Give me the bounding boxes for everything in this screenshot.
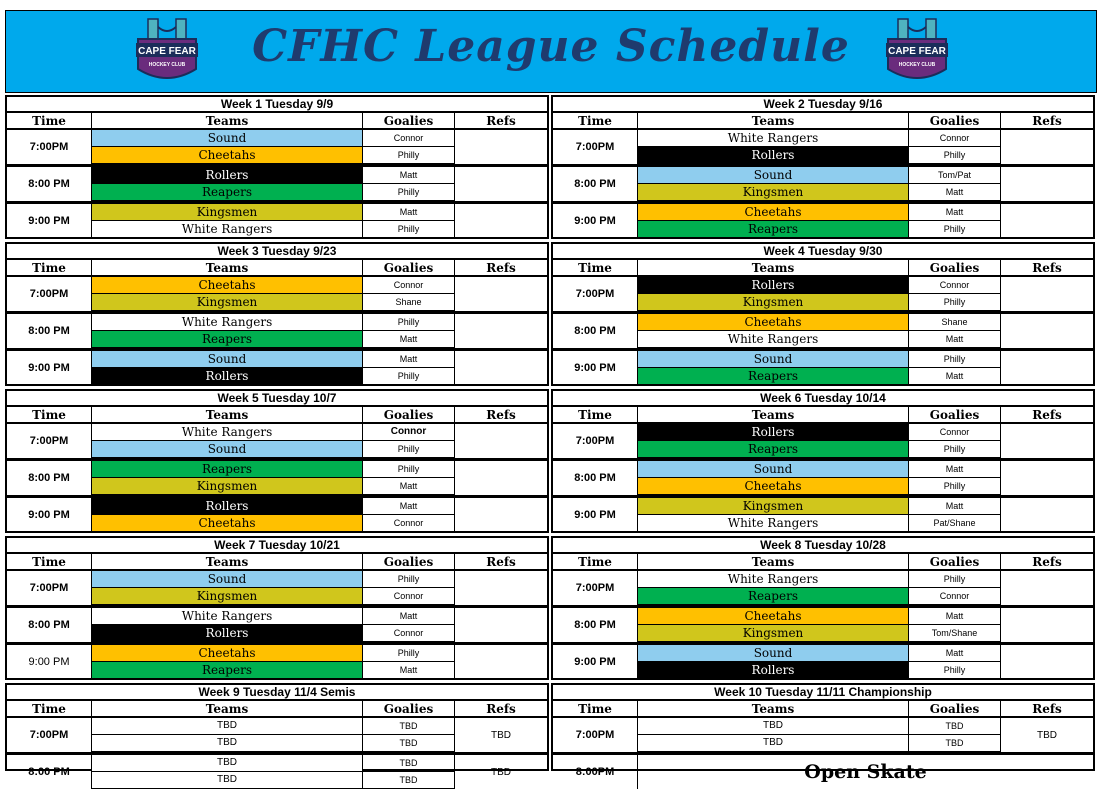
slot-time: 9:00 PM [7,498,92,532]
col-header-refs: Refs [455,113,547,130]
ref-cell [455,645,547,679]
slot-time: 7:00PM [7,277,92,311]
team-cell: Kingsmen [92,294,363,311]
col-header-goalies: Goalies [909,554,1001,571]
col-header-teams: Teams [92,260,363,277]
goalie-cell: Matt [363,662,455,679]
slot-time: 7:00PM [7,718,92,752]
ref-cell [455,204,547,238]
team-cell: White Rangers [638,515,909,532]
team-cell: TBD [92,718,363,735]
goalie-cell: Philly [909,662,1001,679]
col-header-refs: Refs [1001,260,1093,277]
ref-cell [1001,571,1093,605]
svg-text:HOCKEY CLUB: HOCKEY CLUB [148,62,186,68]
team-cell: Kingsmen [92,478,363,495]
goalie-cell: Philly [909,571,1001,588]
ref-cell [1001,645,1093,679]
col-header-time: Time [7,701,92,718]
slot-time: 9:00 PM [553,645,638,679]
goalie-cell: Matt [363,167,455,184]
col-header-time: Time [7,260,92,277]
goalie-cell: Connor [363,130,455,147]
team-cell: White Rangers [638,130,909,147]
week-title: Week 2 Tuesday 9/16 [553,97,1093,113]
team-cell: Rollers [92,368,363,385]
ref-cell [455,424,547,458]
team-cell: Rollers [92,167,363,184]
week-block [551,242,1095,386]
goalie-cell: Philly [363,571,455,588]
col-header-teams: Teams [638,554,909,571]
team-cell: Kingsmen [638,498,909,515]
team-cell: White Rangers [638,331,909,348]
col-header-goalies: Goalies [363,701,455,718]
team-cell: White Rangers [92,608,363,625]
week-block [551,536,1095,680]
slot-time: 7:00PM [553,571,638,605]
goalie-cell: Philly [363,221,455,238]
svg-text:CAPE FEAR: CAPE FEAR [138,46,196,57]
week-block [551,95,1095,239]
col-header-teams: Teams [92,554,363,571]
slot-time: 7:00PM [7,424,92,458]
ref-cell [455,130,547,164]
goalie-cell: TBD [363,772,455,789]
goalie-cell: Matt [909,184,1001,201]
team-cell: Reapers [638,221,909,238]
col-header-goalies: Goalies [909,113,1001,130]
goalie-cell: Matt [909,645,1001,662]
ref-cell [1001,277,1093,311]
team-cell: Rollers [92,498,363,515]
ref-cell [1001,351,1093,385]
team-cell: Rollers [638,147,909,164]
goalie-cell: Connor [909,588,1001,605]
slot-time: 8:00PM [553,755,638,789]
week-title: Week 8 Tuesday 10/28 [553,538,1093,554]
ref-cell [455,314,547,348]
col-header-time: Time [7,113,92,130]
team-cell: Sound [92,571,363,588]
col-header-time: Time [553,407,638,424]
goalie-cell: Connor [909,277,1001,294]
page-title: CFHC League Schedule [252,21,850,72]
ref-cell [1001,314,1093,348]
slot-time: 8:00 PM [553,314,638,348]
goalie-cell: TBD [363,735,455,752]
slot-time: 8:00 PM [7,461,92,495]
col-header-goalies: Goalies [363,407,455,424]
week-block [5,95,549,239]
goalie-cell: Matt [909,331,1001,348]
team-cell: Rollers [638,277,909,294]
col-header-goalies: Goalies [909,407,1001,424]
ref-cell [455,461,547,495]
col-header-teams: Teams [92,113,363,130]
goalie-cell: Philly [909,441,1001,458]
svg-text:CAPE FEAR: CAPE FEAR [888,46,946,57]
goalie-cell: Matt [909,608,1001,625]
week-block [5,683,549,785]
slot-time: 9:00 PM [7,645,92,679]
team-cell: White Rangers [92,424,363,441]
ref-cell [1001,461,1093,495]
schedule-header [5,10,1097,93]
goalie-cell: Matt [909,498,1001,515]
team-cell: TBD [92,755,363,772]
col-header-time: Time [7,554,92,571]
team-cell: Kingsmen [638,625,909,642]
col-header-goalies: Goalies [363,554,455,571]
week-block [5,536,549,680]
week-block [5,242,549,386]
goalie-cell: Matt [363,498,455,515]
col-header-time: Time [7,407,92,424]
goalie-cell: Philly [363,147,455,164]
week-title: Week 1 Tuesday 9/9 [7,97,547,113]
col-header-time: Time [553,554,638,571]
goalie-cell: Matt [363,351,455,368]
slot-time: 7:00PM [553,424,638,458]
col-header-time: Time [553,113,638,130]
col-header-teams: Teams [92,701,363,718]
goalie-cell: Philly [909,351,1001,368]
ref-cell [455,498,547,532]
team-cell: Cheetahs [92,277,363,294]
team-cell: White Rangers [638,571,909,588]
team-cell: TBD [92,735,363,752]
team-cell: White Rangers [92,221,363,238]
col-header-time: Time [553,701,638,718]
col-header-teams: Teams [92,407,363,424]
team-cell: Sound [638,167,909,184]
goalie-cell: Philly [909,221,1001,238]
goalie-cell: Philly [363,314,455,331]
slot-time: 8:00 PM [553,167,638,201]
cape-fear-hockey-club-logo [884,17,950,89]
week-title: Week 4 Tuesday 9/30 [553,244,1093,260]
col-header-refs: Refs [455,260,547,277]
col-header-goalies: Goalies [909,260,1001,277]
team-cell: Reapers [92,662,363,679]
col-header-teams: Teams [638,407,909,424]
team-cell: Reapers [92,461,363,478]
ref-cell [1001,167,1093,201]
goalie-cell: Philly [363,368,455,385]
col-header-refs: Refs [455,554,547,571]
team-cell: Cheetahs [92,515,363,532]
col-header-refs: Refs [1001,407,1093,424]
ref-cell [1001,130,1093,164]
slot-time: 9:00 PM [553,204,638,238]
ref-cell [455,277,547,311]
goalie-cell: Matt [363,478,455,495]
goalie-cell: Tom/Shane [909,625,1001,642]
team-cell: Cheetahs [638,478,909,495]
col-header-refs: Refs [1001,554,1093,571]
slot-time: 9:00 PM [553,498,638,532]
team-cell: Sound [92,441,363,458]
col-header-teams: Teams [638,701,909,718]
ref-cell [1001,498,1093,532]
goalie-cell: Shane [363,294,455,311]
ref-cell: TBD [491,729,511,741]
team-cell: Sound [638,461,909,478]
team-cell: Reapers [92,331,363,348]
slot-time: 7:00PM [553,277,638,311]
goalie-cell: Connor [363,588,455,605]
slot-time: 8:00 PM [553,461,638,495]
goalie-cell: Pat/Shane [909,515,1001,532]
week-title: Week 3 Tuesday 9/23 [7,244,547,260]
goalie-cell: TBD [909,718,1001,735]
team-cell: Rollers [92,625,363,642]
ref-cell [1001,424,1093,458]
team-cell: Kingsmen [638,184,909,201]
team-cell: Kingsmen [92,204,363,221]
slot-time: 8:00 PM [7,314,92,348]
goalie-cell: TBD [363,755,455,772]
team-cell: Sound [638,645,909,662]
team-cell: TBD [92,772,363,789]
week-title: Week 9 Tuesday 11/4 Semis [7,685,547,701]
col-header-goalies: Goalies [363,260,455,277]
team-cell: Sound [638,351,909,368]
team-cell: Rollers [638,662,909,679]
slot-time: 9:00 PM [553,351,638,385]
team-cell: Kingsmen [638,294,909,311]
ref-cell [455,571,547,605]
team-cell: Sound [92,130,363,147]
team-cell: Reapers [638,441,909,458]
week-title: Week 7 Tuesday 10/21 [7,538,547,554]
week-title: Week 5 Tuesday 10/7 [7,391,547,407]
ref-cell [455,608,547,642]
goalie-cell: TBD [909,735,1001,752]
col-header-teams: Teams [638,260,909,277]
slot-time: 7:00PM [553,130,638,164]
team-cell: Cheetahs [92,147,363,164]
ref-cell [1001,204,1093,238]
team-cell: Kingsmen [92,588,363,605]
goalie-cell: Matt [363,331,455,348]
week-title: Week 6 Tuesday 10/14 [553,391,1093,407]
week-block [551,389,1095,533]
team-cell: TBD [638,718,909,735]
goalie-cell: Philly [909,294,1001,311]
goalie-cell: Connor [363,515,455,532]
team-cell: Cheetahs [638,608,909,625]
goalie-cell: Tom/Pat [909,167,1001,184]
team-cell: Rollers [638,424,909,441]
goalie-cell: Connor [363,625,455,642]
open-skate-label: Open Skate [804,761,927,783]
goalie-cell: Matt [909,204,1001,221]
svg-text:HOCKEY CLUB: HOCKEY CLUB [898,62,936,68]
goalie-cell: Connor [363,424,455,441]
goalie-cell: Connor [363,277,455,294]
slot-time: 9:00 PM [7,204,92,238]
ref-cell: TBD [1037,729,1057,741]
slot-time: 8:00 PM [7,755,92,789]
ref-cell [455,167,547,201]
goalie-cell: Philly [363,184,455,201]
goalie-cell: Matt [363,608,455,625]
goalie-cell: Philly [363,645,455,662]
col-header-refs: Refs [455,701,547,718]
slot-time: 7:00PM [553,718,638,752]
team-cell: TBD [638,735,909,752]
col-header-time: Time [553,260,638,277]
slot-time: 7:00PM [7,130,92,164]
col-header-goalies: Goalies [363,113,455,130]
slot-time: 8:00 PM [553,608,638,642]
goalie-cell: Connor [909,130,1001,147]
goalie-cell: Shane [909,314,1001,331]
team-cell: Cheetahs [638,314,909,331]
team-cell: Reapers [638,588,909,605]
slot-time: 8:00 PM [7,167,92,201]
slot-time: 8:00 PM [7,608,92,642]
ref-cell [455,351,547,385]
team-cell: Sound [92,351,363,368]
ref-cell [1001,608,1093,642]
col-header-refs: Refs [1001,113,1093,130]
col-header-goalies: Goalies [909,701,1001,718]
goalie-cell: Matt [363,204,455,221]
col-header-refs: Refs [1001,701,1093,718]
goalie-cell: TBD [363,718,455,735]
team-cell: White Rangers [92,314,363,331]
goalie-cell: Philly [909,147,1001,164]
goalie-cell: Philly [363,461,455,478]
ref-cell: TBD [491,766,511,778]
goalie-cell: Philly [363,441,455,458]
team-cell: Reapers [92,184,363,201]
slot-time: 9:00 PM [7,351,92,385]
goalie-cell: Matt [909,368,1001,385]
goalie-cell: Matt [909,461,1001,478]
week-title: Week 10 Tuesday 11/11 Championship [553,685,1093,701]
team-cell: Cheetahs [638,204,909,221]
goalie-cell: Connor [909,424,1001,441]
week-block [5,389,549,533]
slot-time: 7:00PM [7,571,92,605]
week-block [551,683,1095,783]
col-header-refs: Refs [455,407,547,424]
col-header-teams: Teams [638,113,909,130]
team-cell: Cheetahs [92,645,363,662]
team-cell: Reapers [638,368,909,385]
goalie-cell: Philly [909,478,1001,495]
